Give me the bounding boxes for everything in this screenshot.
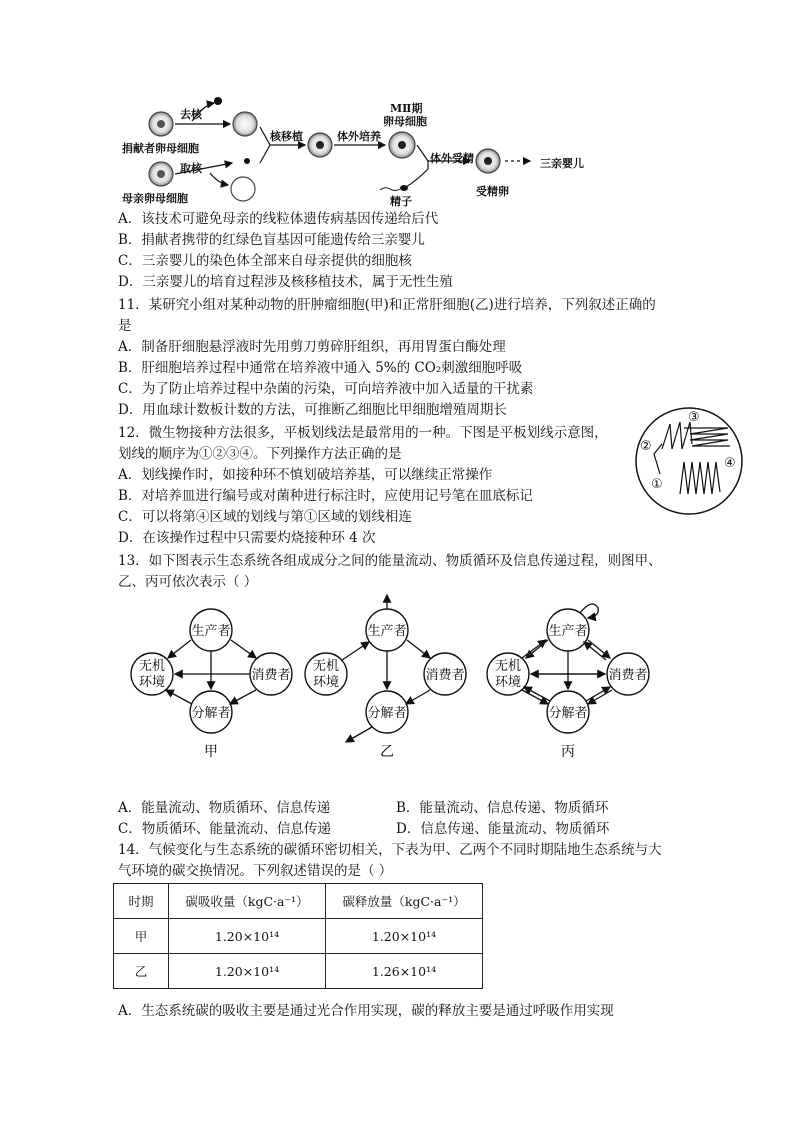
q14-stem-line1: 14．气候变化与生态系统的碳循环密切相关，下表为甲、乙两个不同时期陆地生态系统与大 xyxy=(118,842,662,858)
q10-option-c: C．三亲婴儿的染色体全部来自母亲提供的细胞核 xyxy=(118,253,412,269)
table-cell: 甲 xyxy=(114,919,169,954)
carbon-exchange-table xyxy=(113,883,483,989)
region-label-3: ③ xyxy=(688,410,700,425)
table-cell: 乙 xyxy=(114,954,169,989)
q10-option-a: A．该技术可避免母亲的线粒体遗传病基因传递给后代 xyxy=(118,211,439,227)
q14-option-a: A．生态系统碳的吸收主要是通过光合作用实现，碳的释放主要是通过呼吸作用实现 xyxy=(118,1003,614,1019)
q13-option-a: A．能量流动、物质循环、信息传递 xyxy=(118,800,331,816)
region-label-4: ④ xyxy=(724,456,736,471)
q11-option-d: D．用血球计数板计数的方法，可推断乙细胞比甲细胞增殖周期长 xyxy=(118,402,507,418)
taken-nucleus xyxy=(244,158,250,164)
sperm-icon xyxy=(380,185,408,191)
label-three-parent-baby: 三亲婴儿 xyxy=(540,157,584,170)
streak-plate-diagram xyxy=(632,404,747,519)
mother-oocyte-nucleus xyxy=(157,170,165,178)
q13-option-b: B．能量流动、信息传递、物质循环 xyxy=(396,800,609,816)
q10-option-b: B．捐献者携带的红绿色盲基因可能遗传给三亲婴儿 xyxy=(118,232,425,248)
enucleated-oocyte-cell xyxy=(233,112,257,136)
label-donor-oocyte: 捐献者卵母细胞 xyxy=(122,142,199,155)
label-in-vitro-fertilization: 体外受精 xyxy=(430,152,474,165)
q13-stem-line1: 13．如下图表示生态系统各组成成分之间的能量流动、物质循环及信息传递过程，则图甲、 xyxy=(118,553,662,569)
q12-option-d: D．在该操作过程中只需要灼烧接种环 4 次 xyxy=(118,530,376,546)
label-mother-oocyte: 母亲卵母细胞 xyxy=(122,192,188,205)
yi-env-label-2: 环境 xyxy=(312,675,340,690)
q12-option-b: B．对培养皿进行编号或对菌种进行标注时，应使用记号笔在皿底标记 xyxy=(118,488,533,504)
label-in-vitro-culture: 体外培养 xyxy=(337,130,381,143)
label-mii-line1: MⅡ期 xyxy=(390,102,423,115)
q11-option-a: A．制备肝细胞悬浮液时先用剪刀剪碎肝组织，再用胃蛋白酶处理 xyxy=(118,339,506,355)
bing-producer-label: 生产者 xyxy=(548,624,588,639)
caption-yi: 乙 xyxy=(380,744,394,760)
table-cell: 1.26×10¹⁴ xyxy=(326,954,483,989)
bing-env-label-2: 环境 xyxy=(494,675,522,690)
jia-env-label-2: 环境 xyxy=(138,675,166,690)
yi-producer-label: 生产者 xyxy=(367,624,407,639)
removed-nucleus xyxy=(214,97,222,105)
bing-decomposer-label: 分解者 xyxy=(548,706,588,721)
q11-stem-line2: 是 xyxy=(118,318,132,334)
jia-consumer-label: 消费者 xyxy=(251,668,291,683)
label-zygote: 受精卵 xyxy=(476,185,509,198)
q14-stem-line2: 气环境的碳交换情况。下列叙述错误的是（ ） xyxy=(118,863,393,879)
q13-option-d: D．信息传递、能量流动、物质循环 xyxy=(396,821,610,837)
region-label-1: ① xyxy=(651,477,663,492)
table-cell: 1.20×10¹⁴ xyxy=(326,919,483,954)
label-nuclear-transfer: 核移植 xyxy=(270,130,303,143)
q13-option-c: C．物质循环、能量流动、信息传递 xyxy=(118,821,331,837)
caption-jia: 甲 xyxy=(204,744,218,760)
label-sperm: 精子 xyxy=(390,195,412,208)
q11-stem-line1: 11．某研究小组对某种动物的肝肿瘤细胞(甲)和正常肝细胞(乙)进行培养，下列叙述正确的 xyxy=(118,297,656,313)
yi-decomposer-label: 分解者 xyxy=(367,706,407,721)
yi-consumer-label: 消费者 xyxy=(425,668,465,683)
table-header-cell: 碳吸收量（kgC·a⁻¹） xyxy=(169,884,326,919)
ecosystem-flow-diagrams xyxy=(110,590,670,765)
q10-option-d: D．三亲婴儿的培育过程涉及核移植技术，属于无性生殖 xyxy=(118,274,453,290)
q12-option-c: C．可以将第④区域的划线与第①区域的划线相连 xyxy=(118,509,412,525)
q11-option-b: B．肝细胞培养过程中通常在培养液中通入 5%的 CO₂刺激细胞呼吸 xyxy=(118,360,523,376)
table-header-cell: 时期 xyxy=(114,884,169,919)
mother-cytoplasm-cell xyxy=(231,177,255,201)
q12-option-a: A．划线操作时，如接种环不慎划破培养基，可以继续正常操作 xyxy=(118,467,493,483)
table-row xyxy=(114,919,483,954)
q13-stem-line2: 乙、丙可依次表示（ ） xyxy=(118,574,258,590)
jia-decomposer-label: 分解者 xyxy=(191,706,231,721)
q12-stem-line1: 12．微生物接种方法很多，平板划线法是最常用的一种。下图是平板划线示意图， xyxy=(118,425,608,441)
jia-producer-label: 生产者 xyxy=(191,624,231,639)
jia-env-label-1: 无机 xyxy=(138,659,166,674)
donor-oocyte-nucleus xyxy=(157,120,165,128)
region-label-2: ② xyxy=(640,439,652,454)
label-remove-nucleus: 去核 xyxy=(180,108,202,121)
q11-option-c: C．为了防止培养过程中杂菌的污染，可向培养液中加入适量的干扰素 xyxy=(118,381,534,397)
yi-env-label-1: 无机 xyxy=(312,659,340,674)
bing-env-label-1: 无机 xyxy=(494,659,522,674)
table-header-row xyxy=(114,884,483,919)
table-header-cell: 碳释放量（kgC·a⁻¹） xyxy=(326,884,483,919)
label-take-nucleus: 取核 xyxy=(180,162,202,175)
bing-consumer-label: 消费者 xyxy=(608,668,648,683)
table-cell: 1.20×10¹⁴ xyxy=(169,919,326,954)
q12-stem-line2: 划线的顺序为①②③④。下列操作方法正确的是 xyxy=(118,446,402,462)
caption-bing: 丙 xyxy=(561,744,575,760)
label-mii-line2: 卵母细胞 xyxy=(383,115,427,128)
table-cell: 1.20×10¹⁴ xyxy=(169,954,326,989)
table-row xyxy=(114,954,483,989)
